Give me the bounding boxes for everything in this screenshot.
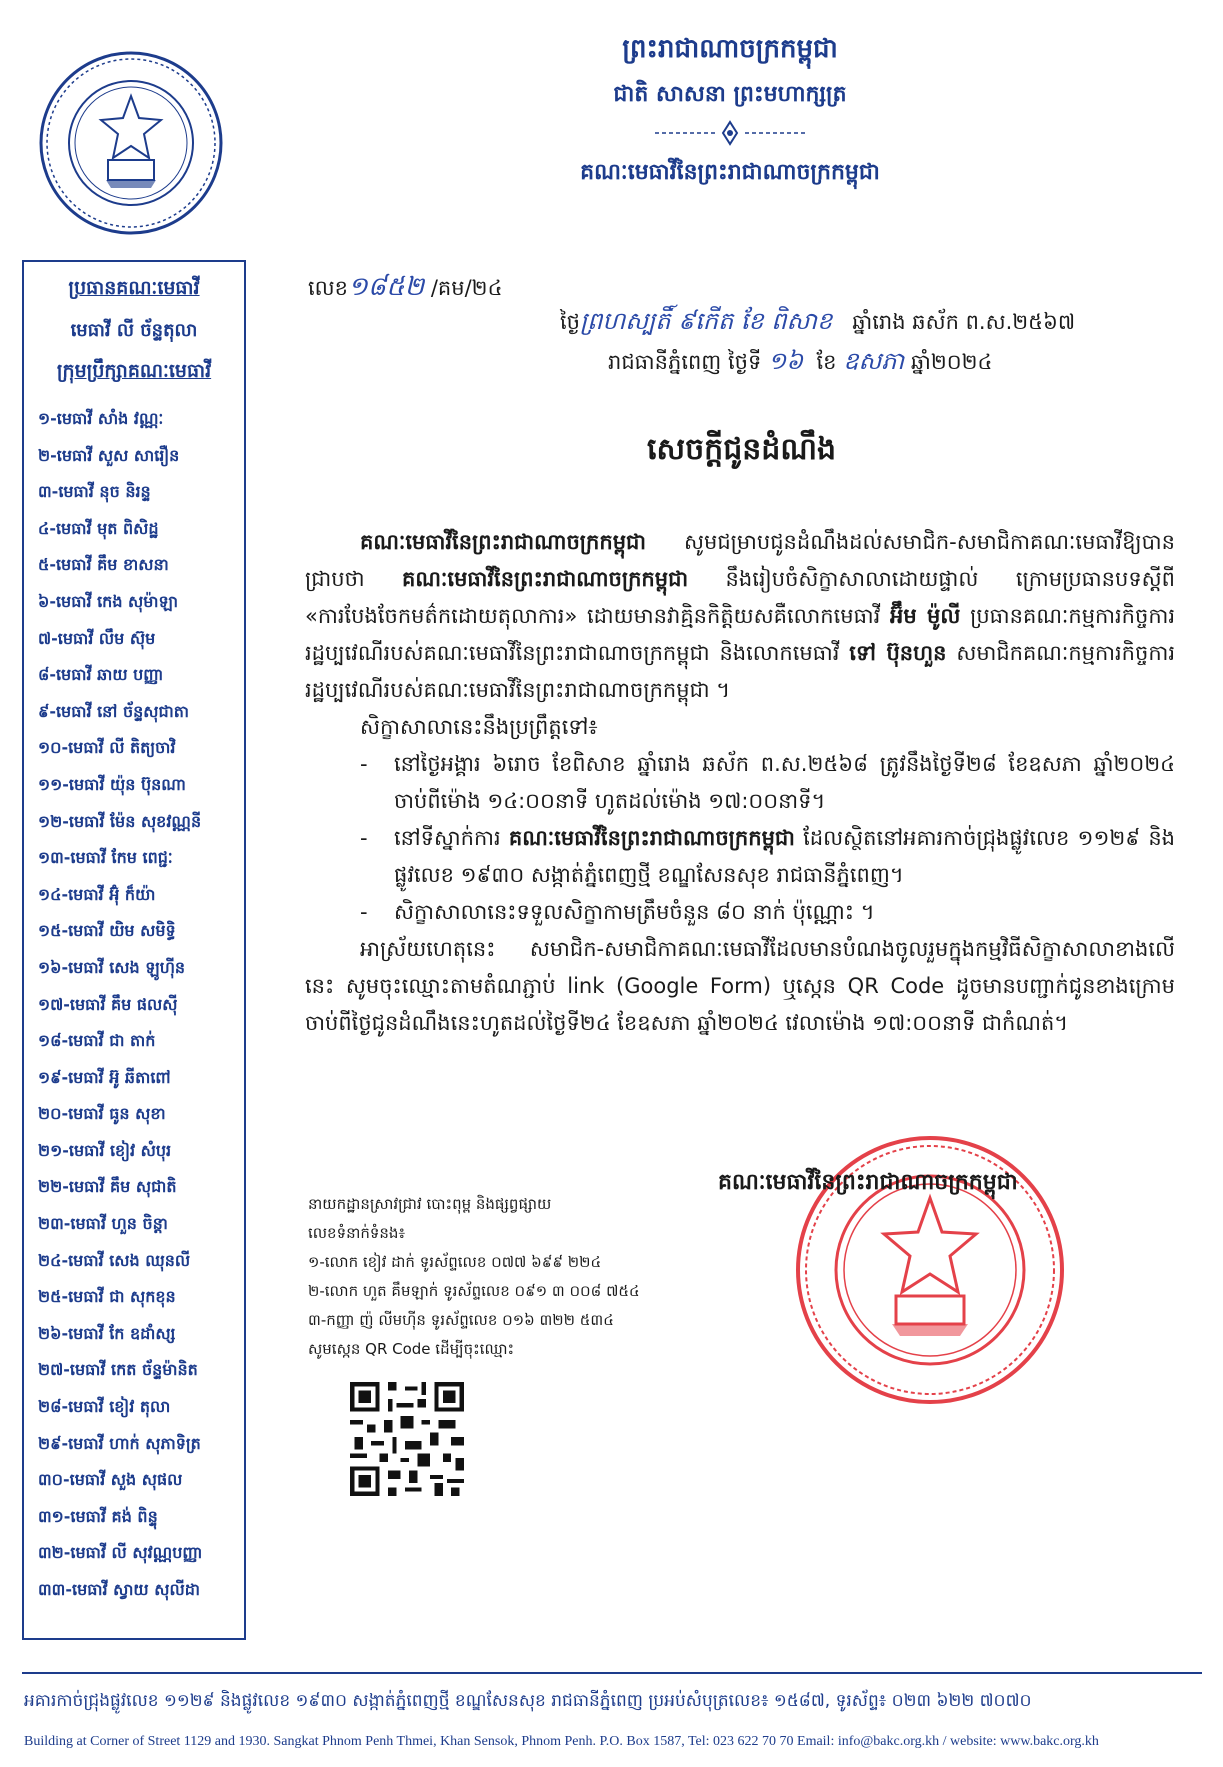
qr-prompt: សូមស្កេន QR Code ដើម្បីចុះឈ្មោះ — [308, 1340, 515, 1358]
phone-contact: ១-លោក ខៀវ ដាក់ ទូរស័ព្ទលេខ ០៧៧ ៦៩៩ ២២៤ — [308, 1253, 602, 1271]
council-member: ៣៣-មេធាវី ស្វាយ សុលីដា — [38, 1580, 200, 1599]
council-member: ២០-មេធាវី ធូន សុខា — [38, 1104, 166, 1124]
lunar-date: ថ្ងៃព្រហស្បតិ៍ ៩កើត ខែ ពិសាខ ឆ្នាំរោង ឆស័ក ព.ស.២៥៦៧ — [560, 307, 1076, 335]
council-member: ៧-មេធាវី លឹម ស៊ុម — [38, 628, 156, 648]
council-member: ២៤-មេធាវី សេង ឈុនលី — [38, 1250, 191, 1270]
footer-divider — [22, 1672, 1202, 1674]
council-member: ១-មេធាវី សាំង វណ្ណៈ — [38, 409, 164, 428]
council-member: ១២-មេធាវី ម៉ែន សុខវណ្ណនី — [38, 811, 202, 831]
council-member: ២៣-មេធាវី ហួន ចិន្តា — [38, 1214, 168, 1234]
council-member: ២២-មេធាវី គឹម សុជាតិ — [38, 1177, 177, 1197]
registration-qr-code[interactable] — [346, 1378, 468, 1500]
council-member: ២១-មេធាវី ខៀវ សំបុរ — [38, 1140, 172, 1160]
council-member-list — [32, 401, 236, 1609]
phone-heading: លេខទំនាក់ទំនង៖ — [308, 1224, 406, 1242]
council-member: ៣២-មេធាវី លី សុវណ្ណបញ្ញា — [38, 1543, 203, 1563]
council-member: ១៤-មេធាវី អ៊ុំ ក៏យ៉ា — [38, 884, 156, 904]
footer-address-khmer: អគារកាច់ជ្រុងផ្លូវលេខ ១១២៩ និងផ្លូវលេខ ១៩៣០ សង្កាត់ភ្នំពេញថ្មី ខណ្ឌសែនសុខ រាជធានីភ្នំពេញ ប្រអប់សំបុត្រលេខ៖ ១៥៨៧, ទូរស័ព្ទ៖ ០២៣ ៦២២ ៧០៧០ — [24, 1691, 1032, 1711]
council-member: ១០-មេធាវី លី តិត្យចាវិ — [38, 738, 176, 758]
council-member: ១៨-មេធាវី ជា តាក់ — [38, 1031, 156, 1051]
council-heading: ក្រុមប្រឹក្សាគណៈមេធាវី — [56, 360, 212, 382]
schedule-capacity-item: - សិក្ខាសាលានេះទទួលសិក្ខាកាមត្រឹមចំនួន ៨០ នាក់ ប៉ុណ្ណោះ ។ — [360, 894, 1175, 931]
kingdom-title: ព្រះរាជាណាចក្រកម្ពុជា — [622, 34, 838, 64]
bar-association-seal-logo — [36, 48, 226, 238]
reference-handwritten-number: ១៨៥២ — [348, 272, 425, 302]
paragraph-intro: គណៈមេធាវីនៃព្រះរាជាណាចក្រកម្ពុជា សូមជម្រាបជូនដំណឹងដល់សមាជិក-សមាជិកាគណៈមេធាវីឱ្យបានជ្រាបថា គណៈមេធាវីនៃព្រះរាជាណាចក្រកម្ពុជា នឹងរៀបចំសិក្ខាសាលាដោយផ្ទាល់ ក្រោមប្រធានបទស្តីពី «ការបែងចែកមត៌កដោយតុលាការ» ដោយមានវាគ្មិនកិត្តិយសគឺលោកមេធាវី អ៊ឹម ម៉ូលី ប្រធានគណៈកម្មការកិច្ចការរដ្ឋប្បវេណីរបស់គណៈមេធាវីនៃព្រះរាជាណាចក្រកម្ពុជា និងលោកមេធាវី ទៅ ប៊ុនហួន សមាជិកគណៈកម្មការកិច្ចការរដ្ឋប្បវេណីរបស់គណៈមេធាវីនៃព្រះរាជាណាចក្រកម្ពុជា ។ — [305, 530, 1176, 702]
council-member: ៣១-មេធាវី គង់ ពិន្ទុ — [38, 1506, 158, 1526]
president-heading: ប្រធានគណៈមេធាវី — [68, 277, 200, 299]
national-header — [520, 28, 940, 190]
ornament-divider-icon — [645, 120, 815, 146]
phone-contact: ៣-កញ្ញា ញ៉ លីមហ៊ីន ទូរស័ព្ទលេខ ០១៦ ៣២២ ៥៣៤ — [308, 1311, 614, 1329]
council-member: ២៦-មេធាវី កែ ឧដាំស្ស — [38, 1323, 176, 1343]
council-member: ៣-មេធាវី នុច និរន្ទ — [38, 482, 151, 502]
paragraph-schedule-intro: សិក្ខាសាលានេះនឹងប្រព្រឹត្តទៅ៖ — [360, 715, 598, 739]
reference-number: លេខ១៨៥២ /គម/២៤ — [308, 272, 503, 302]
council-member: ២៩-មេធាវី ហាក់ សុភាទិត្រ — [38, 1433, 201, 1453]
schedule-date-item: - នៅថ្ងៃអង្គារ ៦រោច ខែពិសាខ ឆ្នាំរោង ឆស័ក ព.ស.២៥៦៨ ត្រូវនឹងថ្ងៃទី២៨ ខែឧសភា ឆ្នាំ២០២៤ ចាប់ពីម៉ោង ១៤:០០នាទី ហូតដល់ម៉ោង ១៧:០០នាទី។ — [360, 746, 1175, 820]
schedule-list — [305, 746, 1175, 931]
council-member: ២-មេធាវី សួស សារឿន — [38, 445, 180, 465]
council-member: ៩-មេធាវី នៅ ច័ន្ទសុជាតា — [38, 701, 189, 721]
paragraph-registration: អាស្រ័យហេតុនេះ សមាជិក-សមាជិកាគណៈមេធាវីដែលមានបំណងចូលរួមក្នុងកម្មវិធីសិក្ខាសាលាខាងលើនេះ សូមចុះឈ្មោះតាមតំណភ្ជាប់ link (Google Form) ឬស្កេន QR Code ដូចមានបញ្ជាក់ជូនខាងក្រោម ចាប់ពីថ្ងៃជូនដំណឹងនេះហូតដល់ថ្ងៃទី២៤ ខែឧសភា ឆ្នាំ២០២៤ វេលាម៉ោង ១៧:០០នាទី ជាកំណត់។ — [305, 937, 1175, 1035]
council-member: ១១-មេធាវី យ៉ុន ប៊ុនណា — [38, 774, 186, 794]
council-member: ១៧-មេធាវី គឹម ផលស៊ី — [38, 994, 178, 1014]
lunar-date-handwritten: ព្រហស្បតិ៍ ៩កើត ខែ ពិសាខ — [580, 307, 833, 335]
council-member: ១៥-មេធាវី យិម សមិទ្ធិ — [38, 921, 176, 941]
footer-address-english: Building at Corner of Street 1129 and 1930. Sangkat Phnom Penh Thmei, Khan Sensok, Phnom Penh. P.O. Box 1587, Tel: 023 622 70 70 Email: info@bakc.org.kh / website: www.bakc.org.kh — [24, 1734, 1099, 1749]
national-motto: ជាតិ សាសនា ព្រះមហាក្សត្រ — [613, 82, 847, 107]
council-member: ៥-មេធាវី គឹម ខាសនា — [38, 555, 169, 575]
contact-info — [308, 1190, 640, 1364]
council-member: ១៣-មេធាវី កែម ពេជ្ជៈ — [38, 848, 173, 868]
council-member: ៤-មេធាវី មុត ពិសិដ្ឋ — [38, 518, 159, 538]
council-member: ២៥-មេធាវី ជា សុកខុន — [38, 1287, 176, 1307]
department-name: នាយកដ្ឋានស្រាវជ្រាវ បោះពុម្ព និងផ្សព្វផ្សាយ — [308, 1195, 552, 1213]
organization-name: គណៈមេធាវីនៃព្រះរាជាណាចក្រកម្ពុជា — [580, 160, 880, 185]
schedule-venue-item: - នៅទីស្នាក់ការ គណៈមេធាវីនៃព្រះរាជាណាចក្រកម្ពុជា ដែលស្ថិតនៅអគារកាច់ជ្រុងផ្លូវលេខ ១១២៩ និងផ្លូវលេខ ១៩៣០ សង្កាត់ភ្នំពេញថ្មី ខណ្ឌសែនសុខ រាជធានីភ្នំពេញ។ — [360, 820, 1175, 894]
council-member: ៦-មេធាវី កេង សុម៉ាឡា — [38, 591, 179, 611]
phone-contact: ២-លោក ហួត គឹមឡាក់ ទូរស័ព្ទលេខ ០៩១ ៣ ០០៨ ៧៥៤ — [308, 1282, 640, 1300]
council-member: ៨-មេធាវី ឆាយ បញ្ញា — [38, 665, 164, 685]
document-title: សេចក្តីជូនដំណឹង — [647, 432, 836, 467]
council-member: ២៨-មេធាវី ខៀវ តុលា — [38, 1397, 171, 1417]
signature-organization: គណៈមេធាវីនៃព្រះរាជាណាចក្រកម្ពុជា — [718, 1170, 1018, 1195]
solar-date: រាជធានីភ្នំពេញ ថ្ងៃទី ១៦ ខែ ឧសភា ឆ្នាំ២០២៤ — [608, 347, 993, 375]
council-member: ១៦-មេធាវី សេង ឡូហ៊ីន — [38, 957, 186, 977]
council-member: ២៧-មេធាវី កេត ច័ន្ទម៉ានិត — [38, 1360, 198, 1380]
council-member: ១៩-មេធាវី អ៊ូ ឆីតាពៅ — [38, 1067, 171, 1087]
president-name: មេធាវី លី ច័ន្ទតុលា — [70, 320, 198, 341]
notice-body — [305, 524, 1175, 1042]
council-member: ៣០-មេធាវី សួង សុផល — [38, 1470, 183, 1490]
